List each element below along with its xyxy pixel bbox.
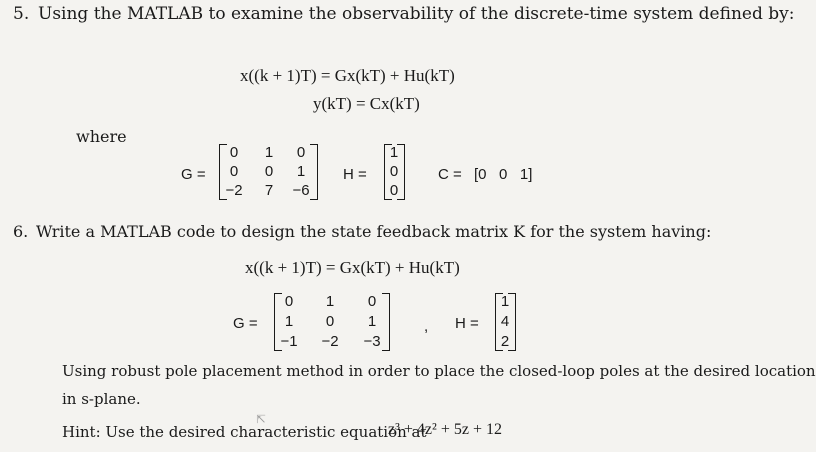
- q6-h-right-bracket: [508, 293, 516, 351]
- q6-g-cell: 0: [367, 293, 377, 310]
- q5-output-equation: y(kT) = Cx(kT): [313, 94, 420, 113]
- q6-characteristic-equation: z³ + 4z² + 5z + 12: [388, 421, 502, 438]
- q5-h-cell: 1: [389, 144, 399, 161]
- q5-g-label: G =: [181, 166, 206, 183]
- q5-h-cell: 0: [389, 163, 399, 180]
- q6-g-cell: 1: [284, 313, 294, 330]
- q6-hint-text: Hint: Use the desired characteristic equation at: [62, 423, 427, 441]
- question-6-text: Write a MATLAB code to design the state feedback matrix K for the system having:: [36, 222, 712, 241]
- q5-g-cell: 7: [264, 182, 274, 199]
- question-5-number: 5.: [13, 4, 30, 24]
- where-label: where: [76, 127, 127, 146]
- question-6-number: 6.: [13, 222, 29, 241]
- q6-g-right-bracket: [382, 293, 390, 351]
- q6-g-cell: −3: [363, 333, 381, 350]
- q5-g-cell: −2: [225, 182, 243, 199]
- q6-g-label: G =: [233, 315, 258, 332]
- question-5-text: Using the MATLAB to examine the observability of the discrete-time system defined by:: [38, 4, 795, 24]
- q5-c-matrix: [0 0 1]: [474, 166, 533, 183]
- q6-matrix-separator: ,: [424, 318, 429, 335]
- q6-h-cell: 1: [500, 293, 510, 310]
- q5-g-cell: 0: [264, 163, 274, 180]
- q5-g-cell: 1: [296, 163, 306, 180]
- q5-g-cell: 0: [229, 144, 239, 161]
- q6-g-cell: −1: [280, 333, 298, 350]
- q5-h-cell: 0: [389, 182, 399, 199]
- q5-h-right-bracket: [397, 144, 405, 200]
- q6-g-cell: 1: [367, 313, 377, 330]
- q5-c-label: C =: [438, 166, 462, 183]
- q5-h-label: H =: [343, 166, 367, 183]
- cursor-arrow-icon: ⇱: [256, 412, 267, 426]
- q6-g-cell: 0: [325, 313, 335, 330]
- q6-instruction-line-2: in s-plane.: [62, 390, 141, 408]
- q6-g-cell: 0: [284, 293, 294, 310]
- q5-g-cell: 0: [296, 144, 306, 161]
- q5-g-cell: −6: [292, 182, 310, 199]
- q6-h-label: H =: [455, 315, 479, 332]
- q6-g-cell: −2: [321, 333, 339, 350]
- q6-h-cell: 2: [500, 333, 510, 350]
- q5-g-cell: 0: [229, 163, 239, 180]
- q6-state-equation: x((k + 1)T) = Gx(kT) + Hu(kT): [245, 258, 460, 277]
- q6-h-cell: 4: [500, 313, 510, 330]
- q5-g-cell: 1: [264, 144, 274, 161]
- q6-g-cell: 1: [325, 293, 335, 310]
- q5-g-right-bracket: [310, 144, 318, 200]
- q5-state-equation: x((k + 1)T) = Gx(kT) + Hu(kT): [240, 66, 455, 85]
- q6-instruction-line-1: Using robust pole placement method in order to place the closed-loop poles at the desired location: [62, 362, 816, 380]
